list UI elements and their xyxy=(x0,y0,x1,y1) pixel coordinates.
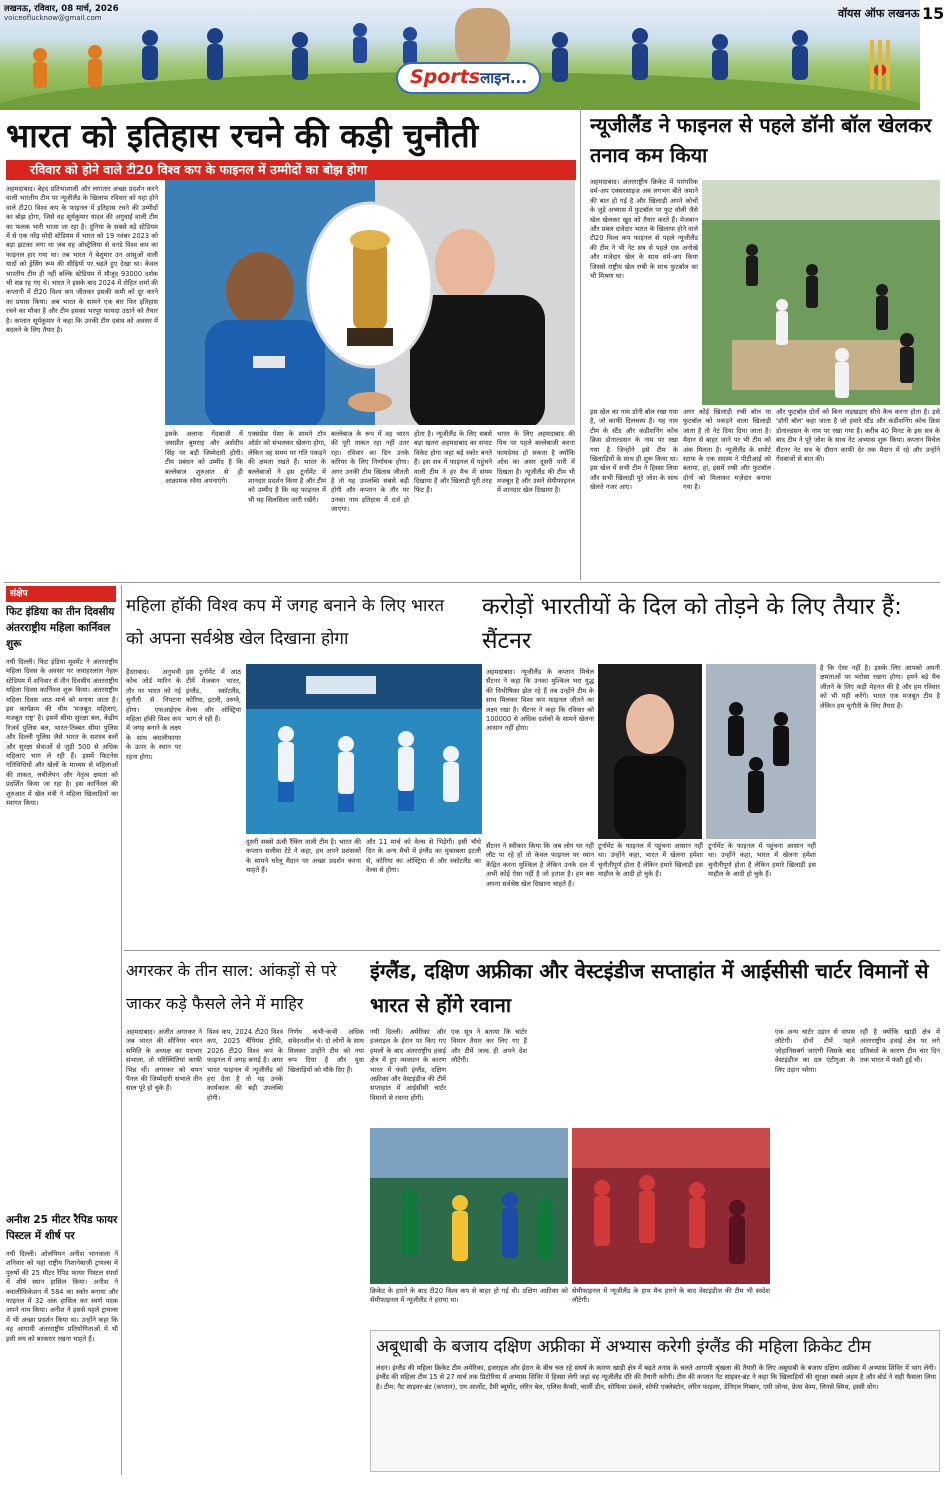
hockey-photo xyxy=(246,664,482,834)
england-caption-2: सेमीफाइनल में न्यूजीलैंड के हाथ मैच हारने के बाद वेस्टइंडीज की टीम भी स्वदेश लौटेगी। xyxy=(572,1287,770,1305)
england-col-3: एक अन्य चार्टर उड़ान से वापस लौटेगी। दोनों टीमें पहले जोहानिसबर्ग जाएंगी जिसके बाद वेस्टइंडीज का दल एंटीगुआ के लिए उड़ान भरेगा। xyxy=(775,1028,855,1074)
main-col-4: बल्लेबाज के रूप में वह भारत की पूरी ताकत रहा नहीं उतर रहा। रविवार का दिन उनके करियर के लिए निर्णायक होगा। अगर उनकी टीम खिताब जीतती है तो यह उपलब्धि सबसे बड़ी होगी और कप्तान के तौर पर उनका नाम इतिहास में दर्ज हो जाएगा। xyxy=(331,430,409,514)
england-headline: इंग्लैंड, दक्षिण अफ्रीका और वेस्टइंडीज सप्ताहांत में आईसीसी चार्टर विमानों से भारत से होंगे रवाना xyxy=(370,959,929,1017)
feature-col-1: अहमदाबाद। अंतरराष्ट्रीय क्रिकेट में पारंपरिक वर्म-अप एक्सरसाइज अब लगभग बीते जमाने की बात हो गई है और खिलाड़ी अपने कोचों के जुड़े अभ्यास में फुटबॉल पर फुट वॉली जैसे खेल खेलकर खुद को तैयार करते हैं। मेजबान और प्रबल दावेदार भारत के खिलाफ होने वाले टी20 विश्व कप फाइनल से पहले न्यूजीलैंड की टीम ने भी नेट सत्र से पहले एक अनोखे और मजेदार खेल के साथ वर्म-अप किया जिससे राष्ट्रीय खेल रग्बी के साथ फुटबॉल का भी मिश्रण था। xyxy=(590,178,698,281)
main-col-1: अहमदाबाद। बेहद प्रतिभाशाली और लगातार अच्छा प्रदर्शन करने वाली भारतीय टीम पर न्यूजीलैंड के खिलाफ रविवार को यहां होने वाले टी20 विश्व कप के फाइनल में इतिहास रचने की उम्मीदों का बोझ होगा, जिसे वह सूर्यकुमार यादव की अगुवाई वाली टीम का फलक भारी भाजा जा रहा है। दुनिया के सबसे बड़े स्टेडियम में से एक नरेंद्र मोदी स्टेडियम में भारत को 19 नवंबर 2023 को बड़ा झटका लगा था जब वह ऑस्ट्रेलिया से वनडे विश्व कप का फाइनल हार गया था। तब भारत ने बेशुमार उन आंसुओं वाली यादों को ड्रेसिंग रूम की सीढ़ियों पर चढ़ते हुए देखा था। केवल भारतीय टीम ही नहीं बल्कि स्टेडियम में मौजूद 93000 दर्शक भी सन्न रह गए थे। भारत ने इसके बाद 2024 में रोहित शर्मा की कप्तानी में टी20 विश्व कप जीतकर इसकी कमी को दूर करने का प्रयास किया। अब भारत के सामने एक बार फिर इतिहास रचने का मौका है और टीम इसका भरपूर फायदा उठाने को तैयार है। कप्तान सूर्यकुमार ने कहा कि उनकी टीम दबाव को अवसर में बदलने के लिए तैयार है। xyxy=(6,185,158,335)
santner-photo-2 xyxy=(706,664,816,839)
hockey-col-2: इस टूर्नामेंट में आठ टीमें मेजबान भारत, इंग्लैंड, स्कॉटलैंड, कोरिया, इटली, उरुग्वे, वेल्स और ऑस्ट्रिया भाग ले रही हैं। xyxy=(186,668,241,724)
feature-headline: न्यूजीलैंड ने फाइनल से पहले डॉनी बॉल खेलकर तनाव कम किया xyxy=(590,113,932,167)
column-divider xyxy=(580,105,581,580)
womens-headline: अबूधाबी के बजाय दक्षिण अफ्रीका में अभ्यास करेगी इंग्लैंड की महिला क्रिकेट टीम xyxy=(376,1337,871,1357)
brief-body-2: नयी दिल्ली। ओलंपियन अनीश भानवाला ने शनिवार को यहां राष्ट्रीय निशानेबाजी ट्रायल्स में पुरुषों की 25 मीटर रैपिड फायर पिस्टल स्पर्धा में शीर्ष स्थान हासिल किया। अनीश ने क्वालीफिकेशन में 584 का स्कोर बनाया और फाइनल में 32 अंक हासिल कर स्वर्ण पदक अपने नाम किया। अनीश ने इससे पहले ट्रायल्स में भी अच्छा प्रदर्शन किया था। उन्होंने कहा कि वह आगामी अंतरराष्ट्रीय प्रतियोगिताओं में भी इसी लय को बरकरार रखना चाहते हैं। xyxy=(6,1250,118,1343)
feature-col-2: इस खेल का नाम डॉनी बॉल रखा गया है, जो काफी दिलचस्प है। यह नाम टीम के स्टैंड और कंडीशनिंग कोच क्रिस डोनाल्डसन के नाम पर रखा गया है जिन्होंने इसे टीम के खिलाड़ियों के साथ ही शुरू किया था। इस खेल में सभी टीम ने हिस्सा लिया और सभी खिलाड़ी पूरे जोश के साथ खेलते नजर आए। xyxy=(590,408,678,492)
agarkar-col-2: विश्व कप, 2024 टी20 विश्व कप, 2025 चैंपियंस ट्रॉफी, 2026 टी20 विश्व कप के फाइनल में जगह बनाई है। अगर भारत फाइनल में न्यूजीलैंड को हरा देता है तो यह उनके कार्यकाल की बड़ी उपलब्धि होगी। xyxy=(207,1028,283,1102)
agarkar-headline: अगरकर के तीन साल: आंकड़ों से परे जाकर कड़े फैसले लेने में माहिर xyxy=(126,961,337,1013)
brief-body: नयी दिल्ली। फिट इंडिया मूवमेंट ने अंतरराष्ट्रीय महिला दिवस के अवसर पर जवाहरलाल नेहरू स्टेडियम में शनिवार से तीन दिवसीय अंतरराष्ट्रीय महिला दिवस कार्निवल शुरू किया। अंतरराष्ट्रीय महिला दिवस आठ मार्च को मनाया जाता है। इस कार्यक्रम की थीम 'मजबूत महिलाएं, मजबूत राष्ट्र' है। इसमें सीमा सुरक्षा बल, केंद्रीय रिजर्व पुलिस बल, भारत-तिब्बत सीमा पुलिस और दिल्ली पुलिस जैसे भारत के सशस्त्र बलों और सुरक्षा सेवाओं से जुड़ी 500 से अधिक महिलाएं भाग ले रही हैं। इसमें फिटनेस गतिविधियों और खेलों के माध्यम से महिलाओं की ताकत, लचीलेपन और नेतृत्व क्षमता को प्रदर्शित किया जा रहा है। इस कार्निवल की शुरुआत में खेल मंत्री ने महिला खिलाड़ियों का स्वागत किया। xyxy=(6,658,118,808)
main-headline: भारत को इतिहास रचने की कड़ी चुनौती xyxy=(6,116,479,155)
santner-photo-1 xyxy=(598,664,702,839)
section-title-b: लाइन... xyxy=(480,69,527,87)
feature-col-4: और फुटबॉल दोनों को बिना लड़खड़ाए सीधे कैच करना होता है। इसे 'डॉनी बॉल' कहा जाता है जो हमारे स्टैंड और कंडीशनिंग कोच क्रिस डोनाल्डसन के नाम पर रखा गया है। करीब 40 मिनट के इस सत्र के बाद टीम ने पूरे जोश के साथ नेट अभ्यास शुरू किया। कप्तान मिचेल सैंटनर नेट सत्र के दौरान काफी देर तक मैदान में रहे और उन्होंने गेंदबाजों से बात की। xyxy=(776,408,940,464)
hockey-col-3: दूसरी सबसे ऊंची रैंकिंग वाली टीम है। भारत की कप्तान सलीमा टेटे ने कहा, हम अपने प्रशंसकों के सामने घरेलू मैदान पर अच्छा प्रदर्शन करना चाहते हैं। xyxy=(246,838,361,875)
agarkar-col-1: अहमदाबाद। अजीत अगरकर ने जब भारत की सीनियर चयन समिति के अध्यक्ष का पदभार संभाला, तो परिस्थितियां काफी भिन्न थीं। अगरकर को चयन पैनल की जिम्मेदारी संभाले तीन साल पूरे हो चुके हैं। xyxy=(126,1028,202,1093)
england-col-4: रही है क्योंकि खाड़ी क्षेत्र में अंतरराष्ट्रीय हवाई क्षेत्र पर लगे प्रतिबंधों के कारण टीम चार दिन तक भारत में फंसी हुई थी। xyxy=(860,1028,940,1065)
section-logo xyxy=(396,62,541,94)
agarkar-col-3: निर्णय कभी-कभी अधिक संवेदनशील थे। दो लोगों के साथ मिलकर उन्होंने टीम को नया रूप दिया है और युवा खिलाड़ियों को मौके दिए हैं। xyxy=(288,1028,364,1074)
hockey-col-1: हैदराबाद। अनुभवी कोच जोर्ड मारिन के तौर पर भारत को नई चुनौती से निपटना होगा। एफआईएच महिला हॉकी विश्व कप में जगह बनाने के लक्ष्य के साथ क्वालीफायर के ऊपर के स्थान पर रहना होगा। xyxy=(126,668,181,761)
brief-headline-2: अनीश 25 मीटर रैपिड फायर पिस्टल में शीर्ष पर xyxy=(6,1214,118,1242)
main-subhead: रविवार को होने वाले टी20 विश्व कप के फाइनल में उम्मीदों का बोझ होगा xyxy=(6,160,576,180)
main-col-6: भारत के लिए अहमदाबाद की पिच पर पहले बल्लेबाजी करना फायदेमंद हो सकता है क्योंकि ओस का असर दूसरी पारी में दिखता है। न्यूजीलैंड की टीम भी मजबूत है और उसने सेमीफाइनल में शानदार खेल दिखाया है। xyxy=(497,430,575,495)
hockey-headline: महिला हॉकी विश्व कप में जगह बनाने के लिए भारत को अपना सर्वश्रेष्ठ खेल दिखाना होगा xyxy=(126,596,445,649)
website: voiceoflucknow@gmail.com xyxy=(4,14,102,22)
santner-col-4: है कि ऐसा नहीं है। इसके लिए आपको अपनी क्षमताओं पर भरोसा रखना होगा। हमने बड़े मैच जीतने के लिए कड़ी मेहनत की है और हम रविवार को भी यही करेंगे। भारत एक मजबूत टीम है लेकिन हम चुनौती के लिए तैयार हैं। xyxy=(820,664,940,710)
feature-col-3: अगर कोई खिलाड़ी रग्बी बॉल या फुटबॉल को पकड़ने वाला खिलाड़ी जाता है तो नेट दिया दिया जाता है। मैदान से बाहर जाने पर भी टीम को अंक मिलता है। न्यूजीलैंड के सपोर्ट स्टाफ के एक सदस्य ने पीटीआई को बताया, हां, इसमें रग्बी और फुटबॉल दोनों को मिलाकर मज़ेदार बनाया गया है। xyxy=(683,408,771,492)
main-col-5: होता है। न्यूजीलैंड के लिए सबसे बड़ा खतरा अहमदाबाद का सपाट विकेट होगा जहां बड़े स्कोर बनते हैं। इस सत्र में फाइनल में पहुंचने वाली टीम ने हर मैच में संयम दिखाया है और खिलाड़ी पूरी तरह फिट हैं। xyxy=(414,430,492,495)
brief-divider xyxy=(121,585,122,1475)
england-photo-2 xyxy=(572,1128,770,1284)
england-photo-1 xyxy=(370,1128,568,1284)
brief-headline: फिट इंडिया का तीन दिवसीय अंतरराष्ट्रीय महिला कार्निवल शुरू xyxy=(6,606,115,650)
hockey-col-4: और 11 मार्च को वेल्स से भिड़ेगी। इसी चौथे दिन के अन्य मैचों में इंग्लैंड का मुकाबला इटली से, कोरिया का ऑस्ट्रिया से और स्कॉटलैंड का वेल्स से होगा। xyxy=(366,838,481,875)
england-col-2: एक सूत्र ने बताया कि चार्टर विमान तैयार कर लिए गए हैं और टीमें जल्द ही अपने देश लौटेंगी। xyxy=(451,1028,527,1065)
section-rule xyxy=(4,582,940,583)
dateline: लखनऊ, रविवार, 08 मार्च, 2026 xyxy=(4,4,119,14)
santner-col-3b: टूर्नामेंट के फाइनल में पहुंचना आसान नहीं था। उन्होंने कहा, भारत में खेलना हमेशा चुनौतीपूर्ण होता है लेकिन हमारे खिलाड़ी इस माहौल के आदी हो चुके हैं। xyxy=(708,842,816,879)
england-caption-1: क्रिकेट के हारने के बाद टी20 विश्व कप से बाहर हो गई थी। दक्षिण अफ्रीका को सेमीफाइनल में न्यूजीलैंड ने हराया था। xyxy=(370,1287,568,1305)
santner-headline: करोड़ों भारतीयों के दिल को तोड़ने के लिए तैयार हैं: सैंटनर xyxy=(482,594,902,654)
womens-body: लंदन। इंग्लैंड की महिला क्रिकेट टीम अमेरिका, इजराइल और ईरान के बीच चल रहे संघर्ष के कारण खाड़ी क्षेत्र में बढ़ते तनाव के चलते आगामी श्रृंखला की तैयारी के लिए अबूधाबी के बजाय दक्षिण अफ्रीका में अभ्यास शिविर में भाग लेगी। इंग्लैंड की महिला टीम 15 से 27 मार्च तक प्रिटोरिया में अभ्यास शिविर में हिस्सा लेगी जहां वह न्यूजीलैंड दौरे की तैयारी करेगी। टीम की कप्तान नैट साइवर-ब्रंट ने कहा कि खिलाड़ियों की सुरक्षा सबसे अहम है और बोर्ड ने सही फैसला लिया है। टीम: नैट साइवर-ब्रंट (कप्तान), एम आर्लोट, टैमी ब्यूमोंट, लॉरेन बेल, एलिस कैप्सी, चार्ली डीन, सोफिया डंकले, सोफी एक्लेस्टोन, लॉरेन फाइलर, डेनिएल गिब्सन, एमी जोन्स, फ्रेया केम्प, लिनसे स्मिथ, इस्सी वोंग। xyxy=(376,1364,936,1391)
brand: वॉयस ऑफ लखनऊ xyxy=(838,7,920,20)
section-title-a: Sports xyxy=(410,66,481,88)
main-col-3: एक्सप्रेस पेसर के सामने टॉप ऑर्डर को संभलकर खेलना होगा, लेकिन वह समय पर गति पकड़ने की क्षमता रखते हैं। भारत के बल्लेबाजों ने इस टूर्नामेंट में शानदार प्रदर्शन किया है और टीम को उम्मीद है कि वह फाइनल में भी यह सिलसिला जारी रखेंगे। xyxy=(248,430,326,504)
brief-tag: संक्षेप xyxy=(6,586,116,602)
page-number: 15 xyxy=(922,4,944,28)
england-col-1: नयी दिल्ली। अमेरिका और इजराइल के ईरान पर किए गए हमलों के बाद अंतरराष्ट्रीय हवाई क्षेत्र में हुए व्यवधान के कारण भारत में फंसी इंग्लैंड, दक्षिण अफ्रीका और वेस्टइंडीज की टीमें सप्ताहांत में आईसीसी चार्टर विमानों से रवाना होंगी। xyxy=(370,1028,446,1102)
santner-col-3: टूर्नामेंट के फाइनल में पहुंचना आसान नहीं था। उन्होंने कहा, भारत में खेलना हमेशा चुनौतीपूर्ण होता है लेकिन हमारे खिलाड़ी इस माहौल के आदी हो चुके हैं। xyxy=(598,842,703,879)
main-photo xyxy=(165,180,575,425)
feature-photo xyxy=(702,180,940,405)
santner-col-2: सैंटनर ने स्वीकार किया कि जब लोग घर नहीं लौट पा रहे हों तो केवल फाइनल पर ध्यान केंद्रित करना मुश्किल है लेकिन उनके दल में अभी कोई ऐसा नहीं है जो हताश है। हम बस अपना सर्वश्रेष्ठ खेल दिखाना चाहते हैं। xyxy=(486,842,594,888)
santner-col-1: अहमदाबाद। न्यूजीलैंड के कप्तान मिचेल सैंटनर ने कहा कि उनका मुश्किल भरा युद्ध की विभीषिका झेल रहे हैं तब उन्होंने टीम के साथ मिलकर विश्व कप फाइनल जीतने का लक्ष्य रखा है। सैंटनर ने कहा कि रविवार को 100000 से अधिक दर्शकों के सामने खेलना आसान नहीं होगा। xyxy=(486,668,594,733)
section-rule-2 xyxy=(124,950,940,951)
main-col-2: इसके अलावा गेंदबाजी में जसप्रीत बुमराह और अर्शदीप सिंह पर बड़ी जिम्मेदारी होगी। टीम प्रबंधन को उम्मीद है कि बल्लेबाज शुरुआत से ही आक्रामक रवैया अपनाएंगे। xyxy=(165,430,243,486)
